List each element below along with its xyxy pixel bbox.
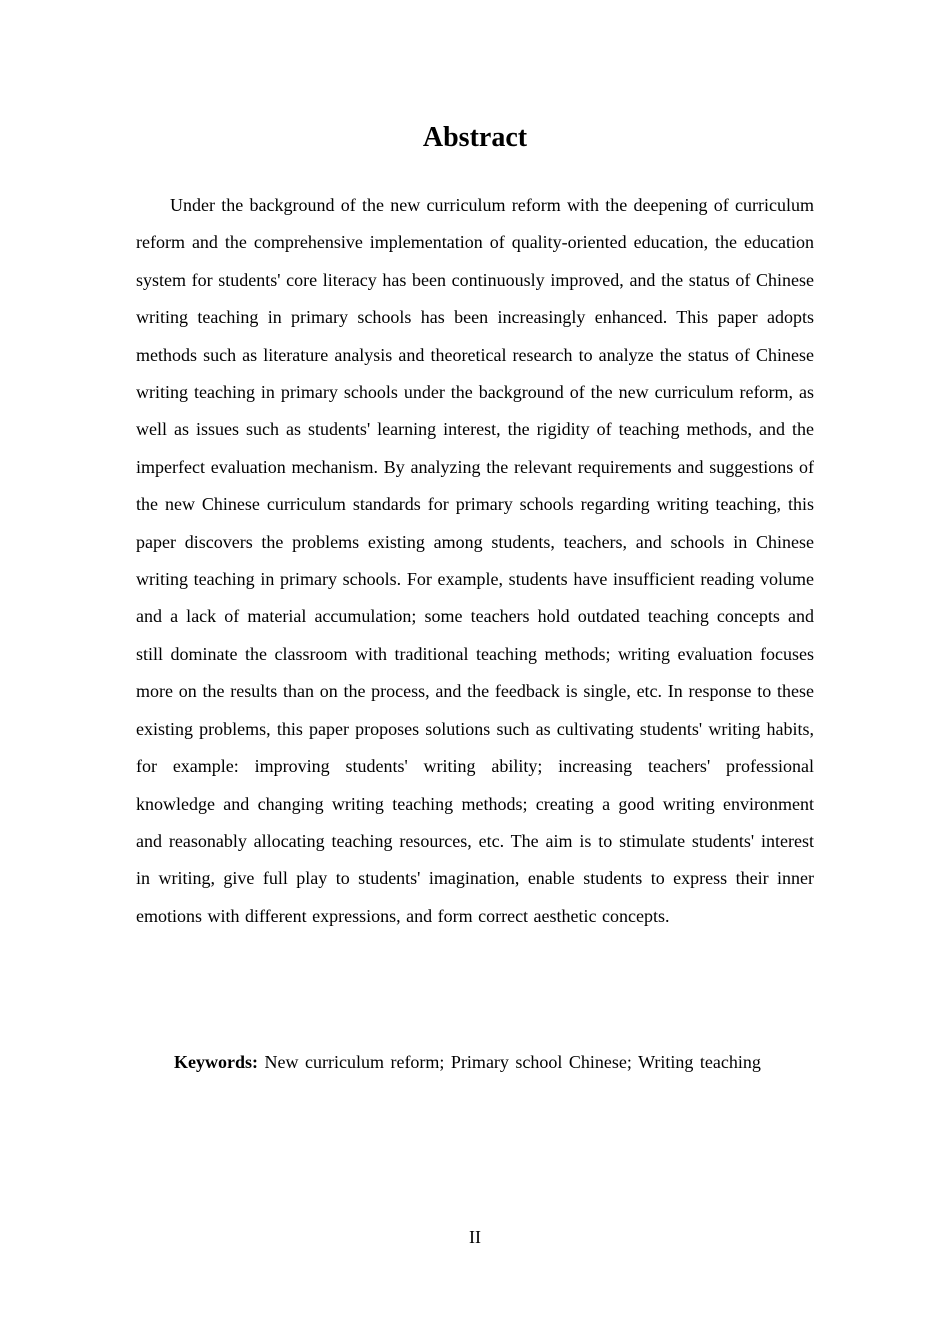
keywords-line — [174, 1046, 834, 1078]
abstract-body: Under the background of the new curriculum reform with the deepening of curriculum reform and the comprehensive implementation of quality-oriented education, the education system for students' core literacy has been continuously improved, and the status of Chinese writing teaching in primary schools has been increasingly enhanced. This paper adopts methods such as literature analysis and theoretical research to analyze the status of Chinese writing teaching in primary schools under the background of the new curriculum reform, as well as issues such as students' learning interest, the rigidity of teaching methods, and the imperfect evaluation mechanism. By analyzing the relevant requirements and suggestions of the new Chinese curriculum standards for primary schools regarding writing teaching, this paper discovers the problems existing among students, teachers, and schools in Chinese writing teaching in primary schools. For example, students have insufficient reading volume and a lack of material accumulation; some teachers hold outdated teaching concepts and still dominate the classroom with traditional teaching methods; writing evaluation focuses more on the results than on the process, and the feedback is single, etc. In response to these existing problems, this paper proposes solutions such as cultivating students' writing habits, for example: improving students' writing ability; increasing teachers' professional knowledge and changing writing teaching methods; creating a good writing environment and reasonably allocating teaching resources, etc. The aim is to stimulate students' interest in writing, give full play to students' imagination, enable students to express their inner emotions with different expressions, and form correct aesthetic concepts. — [136, 195, 814, 926]
keywords-text: New curriculum reform; Primary school Chinese; Writing teaching — [264, 1052, 761, 1072]
page-number: II — [469, 1227, 481, 1247]
abstract-title: Abstract — [422, 122, 528, 153]
keywords-label: Keywords: — [174, 1052, 258, 1072]
